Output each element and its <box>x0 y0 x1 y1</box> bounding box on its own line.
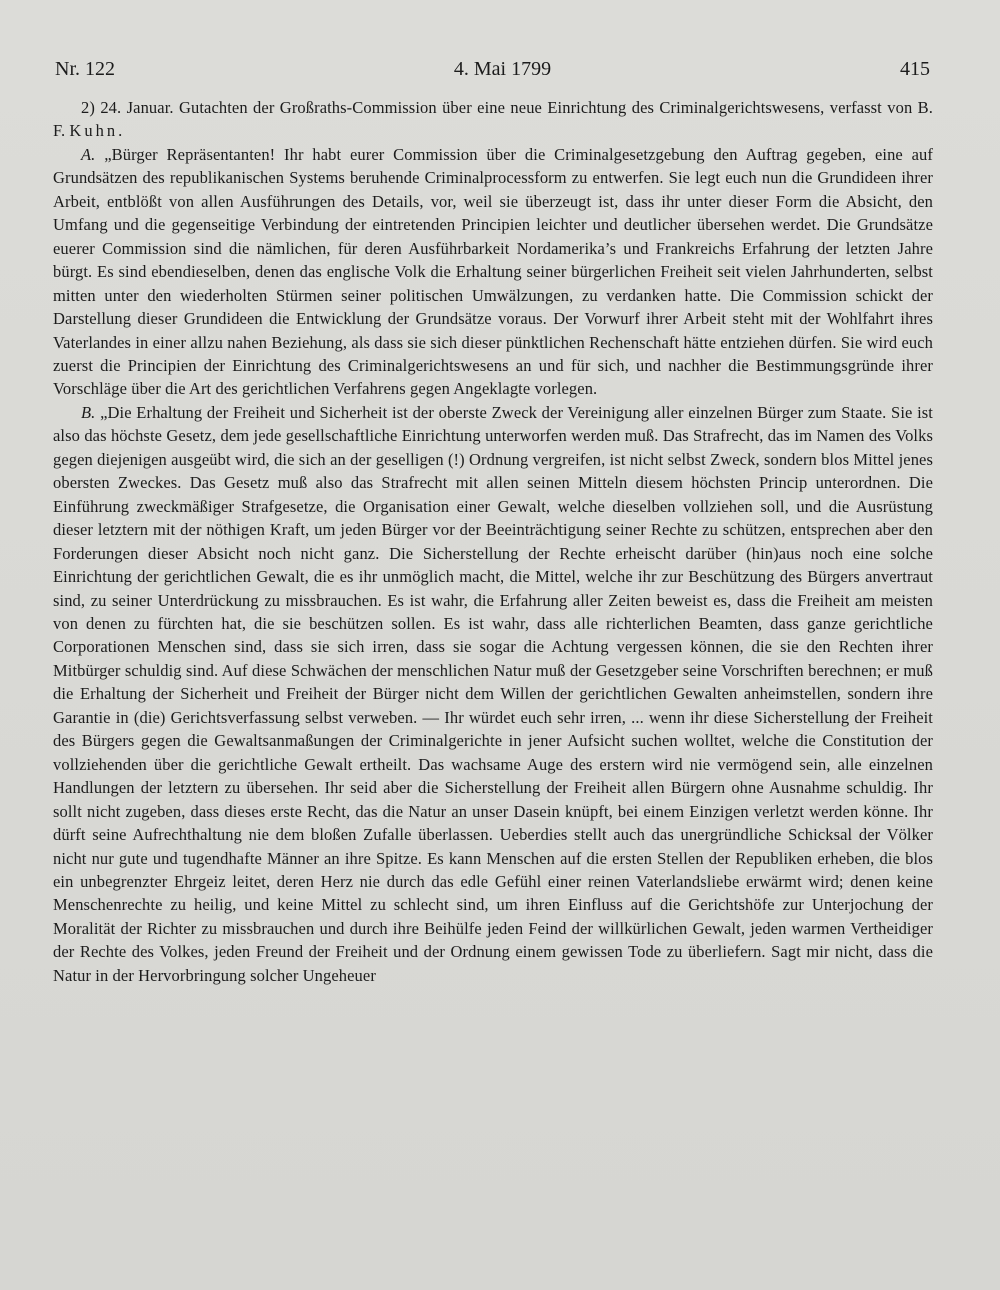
paragraph-a <box>53 143 933 401</box>
document-number: Nr. 122 <box>55 58 115 80</box>
author-name: Kuhn. <box>69 121 126 141</box>
paragraph-a-text: „Bürger Repräsentanten! Ihr habt eurer Commission über die Criminalgesetzgebung den Auftrag gegeben, eine auf Grundsätzen des republikanischen Systems beruhende Criminalprocessform zu entwerfen. Sie legt euch nun die Grundideen ihrer Arbeit, entblößt von allen Ausführungen des Details, vor, weil sie überzeugt ist, dass ihr unter dieser Form die Absicht, den Umfang und die gegenseitige Verbindung der eintretenden Principien leichter und deutlicher übersehen werdet. Die Grundsätze euerer Commission sind die nämlichen, für deren Ausführbarkeit Nordamerika’s und Frankreichs Erfahrung der letzten Jahre bürgt. Es sind ebendieselben, denen das englische Volk die Erhaltung seiner bürgerlichen Freiheit seit vielen Jahrhunderten, selbst mitten unter den wiederholten Stürmen seiner politischen Umwälzungen, zu verdanken hatte. Die Commission schickt der Darstellung dieser Grundideen die Entwicklung der Grundsätze voraus. Der Vorwurf ihrer Arbeit steht mit der Wohlfahrt ihres Vaterlandes in einer allzu nahen Beziehung, als dass sie sich dieser pünktlichen Rechenschaft hätte entziehen dürfen. Sie wird euch zuerst die Principien der Einrichtung des Criminalgerichtswesens an und für sich, und nachher die Bestimmungsgründe ihrer Vorschläge über die Art des gerichtlichen Verfahrens gegen Angeklagte vorlegen. <box>53 144 934 399</box>
section-marker-a: A. <box>81 144 96 164</box>
document-date: 4. Mai 1799 <box>453 58 552 80</box>
paragraph-1 <box>53 96 933 143</box>
paragraph-b-text: „Die Erhaltung der Freiheit und Sicherheit ist der oberste Zweck der Vereinigung aller einzelnen Bürger zum Staate. Sie ist also das höchste Gesetz, dem jede gesellschaftliche Einrichtung unterworfen werden muß. Das Strafrecht, das im Namen des Volks gegen diejenigen ausgeübt wird, die sich an der geselligen (!) Ordnung vergreifen, ist nicht selbst Zweck, sondern blos Mittel jenes obersten Zweckes. Das Gesetz muß also das Strafrecht mit allen seinen Mitteln diesem höchsten Princip unterordnen. Die Einführung zweckmäßiger Strafgesetze, die Organisation einer Gewalt, welche dieselben vollziehen soll, und die Ausrüstung dieser letztern mit der nöthigen Kraft, um jeden Bürger vor der Beeinträchtigung seiner Rechte zu schützen, entsprechen aber den Forderungen dieser Absicht noch nicht ganz. Die Sicherstellung der Rechte erheischt darüber (hin)aus noch eine solche Einrichtung der gerichtlichen Gewalt, die es ihr unmöglich macht, die Mittel, welche ihr zur Beschützung des Bürgers anvertraut sind, zu seiner Unterdrückung zu missbrauchen. Es ist wahr, die Erfahrung aller Zeiten beweist es, dass die Freiheit am meisten von denen zu fürchten hat, die sie beschützen sollen. Es ist wahr, dass alle richterlichen Beamten, dass ganze gerichtliche Corporationen Menschen sind, dass sie sich irren, dass sie sogar die Achtung vergessen können, die sie den Rechten ihrer Mitbürger schuldig sind. Auf diese Schwächen der menschlichen Natur muß der Gesetzgeber seine Vorschriften berechnen; er muß die Erhaltung der Sicherheit und Freiheit der Bürger nicht dem Willen der gerichtlichen Gewalten anheimstellen, sondern ihre Garantie in (die) Gerichtsverfassung selbst verweben. — Ihr würdet euch sehr irren, ... wenn ihr diese Sicherstellung der Freiheit des Bürgers gegen die Gewaltsanmaßungen der Criminalgerichte in jener Aufsicht suchen wolltet, welche die Constitution der vollziehenden über die gerichtliche Gewalt ertheilt. Das wachsame Auge des erstern wird nie vermögend sein, alle einzelnen Handlungen der letztern zu übersehen. Ihr seid aber die Sicherstellung der Freiheit allen Bürgern ohne Ausnahme schuldig. Ihr sollt nicht zugeben, dass dieses erste Recht, das die Natur an unser Dasein knüpft, bei einem Einzigen verletzt werden könne. Ihr dürft seine Aufrechthaltung nie dem bloßen Zufalle überlassen. Ueberdies stellt auch das unergründliche Schicksal der Völker nicht nur gute und tugendhafte Männer an ihre Spitze. Es kann Menschen auf die ersten Stellen der Republiken erheben, die blos ein unbegrenzter Ehrgeiz leitet, deren Herz nie durch das edle Gefühl einer reinen Vaterlandsliebe erwärmt wird; denen keine Menschenrechte zu heilig, und keine Mittel zu schlecht sind, um ihren Einfluss auf die Gerichtshöfe zur Unterjochung der Moralität der Richter zu missbrauchen und durch ihre Beihülfe jeden Feind der willkürlichen Gewalt, jeden warmen Vertheidiger der Rechte des Volkes, jeden Freund der Freiheit und der Ordnung einem gewissen Tode zu überliefern. Sagt mir nicht, dass die Natur in der Hervorbringung solcher Ungeheuer <box>53 402 933 985</box>
paragraph-b <box>53 401 933 987</box>
page-header <box>55 58 930 90</box>
paragraph-1-text: 2) 24. Januar. Gutachten der Großraths-Commission über eine neue Einrichtung des Criminalgerichtswesens, verfasst von B. F. <box>53 98 933 141</box>
section-marker-b: B. <box>81 402 96 422</box>
body-text <box>53 96 933 987</box>
page-number: 415 <box>900 58 930 80</box>
